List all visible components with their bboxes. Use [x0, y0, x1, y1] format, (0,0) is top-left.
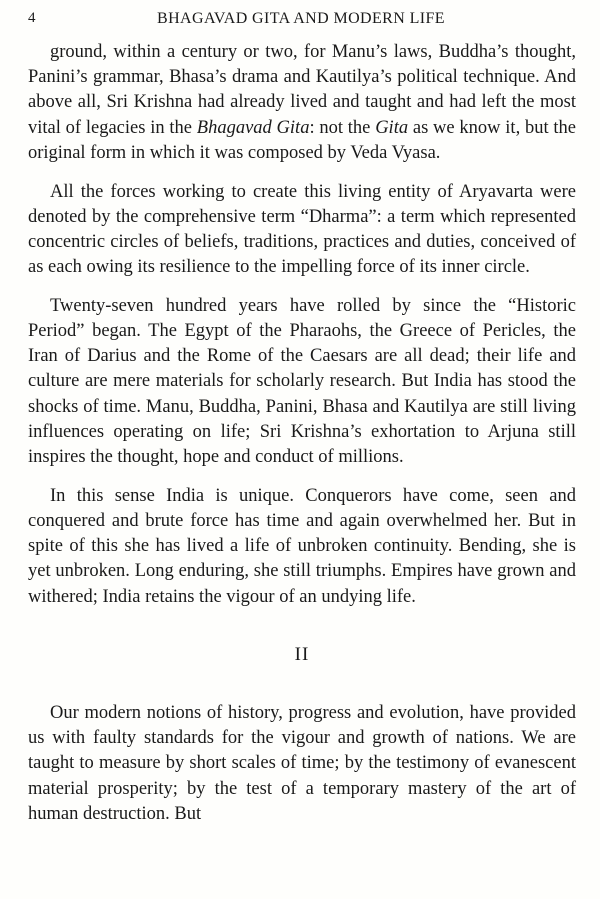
paragraph-text-run: : not the [309, 117, 376, 138]
body-text [28, 40, 576, 840]
paragraph-4 [28, 484, 576, 610]
paragraph-text-run: as we know it, but the original form in which it was composed by Veda Vyasa. [28, 117, 576, 163]
section-numeral: II [294, 643, 310, 665]
italic-title-text: Bhagavad Gita [196, 117, 310, 138]
italic-title-text: Gita [375, 117, 409, 138]
running-title: BHAGAVAD GITA AND MODERN LIFE [157, 10, 445, 27]
paragraph-text-run: Twenty-seven hundred years have rolled by since the “Historic Period” began. The Egypt of the Pharaohs, the Greece of Pericles, the Iran of Darius and the Rome of the Caesars are all dead; their life and culture are mere materials for scholarly research. But India has stood the shocks of time. Manu, Buddha, Panini, Bhasa and Kautilya are still living influences operating on life; Sri Krishna’s exhortation to Arjuna still inspires the thought, hope and conduct of millions. [28, 295, 576, 468]
paragraph-5 [28, 701, 576, 827]
paragraph-1 [28, 40, 576, 166]
paragraph-text-run: In this sense India is unique. Conquerors have come, seen and conquered and brute force has time and again overwhelmed her. But in spite of this she has lived a life of unbroken continuity. Bending, she is yet unbroken. Long enduring, she still triumphs. Empires have grown and withered; India retains the vigour of an undying life. [28, 485, 576, 607]
paragraph-text-run: Our modern notions of history, progress and evolution, have provided us with faulty standards for the vigour and growth of nations. We are taught to measure by short scales of time; by the testimony of evanescent material prosperity; by the test of a temporary mastery of the art of human destruction. But [28, 702, 576, 824]
paragraph-3 [28, 294, 576, 470]
paragraph-text-run: All the forces working to create this living entity of Aryavarta were denoted by the comprehensive term “Dharma”: a term which represented concentric circles of beliefs, traditions, practices and duties, conceived of as each owing its resilience to the impelling force of its inner circle. [28, 181, 576, 278]
running-head [28, 10, 574, 30]
paragraph-2 [28, 180, 576, 281]
paragraph-text-run: ground, within a century or two, for Manu’s laws, Buddha’s thought, Panini’s grammar, Bhasa’s drama and Kautilya’s political technique. And above all, Sri Krishna had already lived and taught and had left the most vital of legacies in the [28, 42, 576, 138]
page-number: 4 [28, 10, 36, 26]
